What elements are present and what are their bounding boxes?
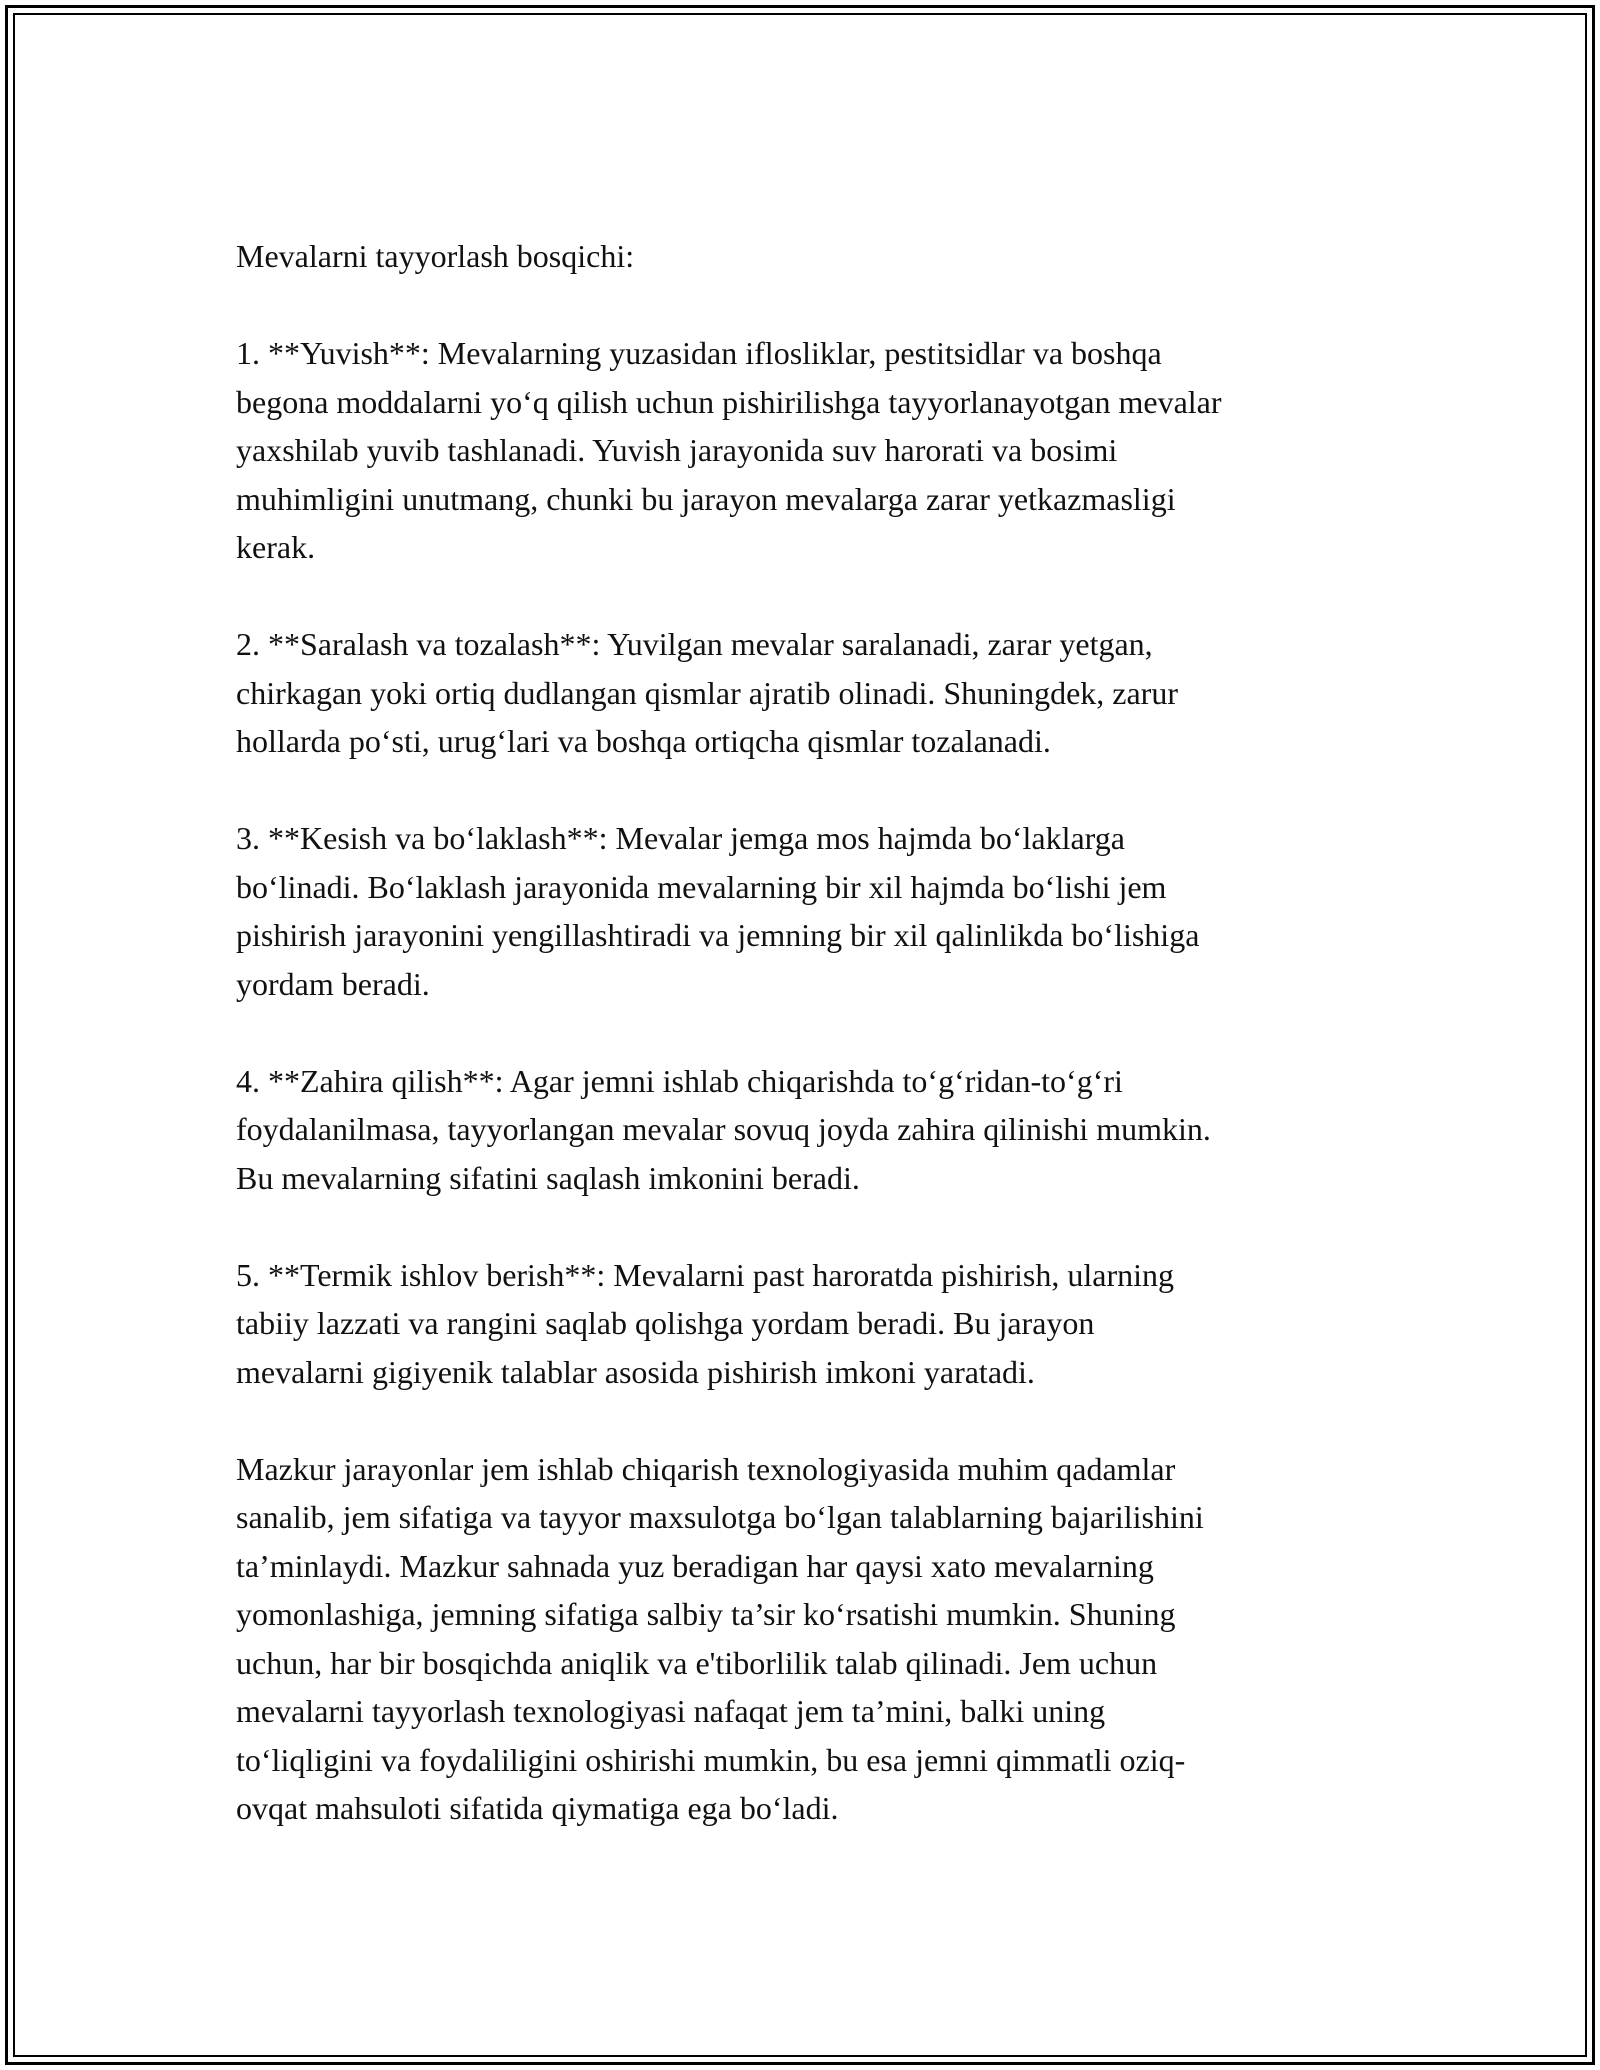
document-body [236,232,1376,1881]
step-washing: 1. **Yuvish**: Mevalarning yuzasidan iflosliklar, pestitsidlar va boshqa begona moddalarni yo‘q qilish uchun pishirilishga tayyorlanayotgan mevalar yaxshilab yuvib tashlanadi. Yuvish jarayonida suv harorati va bosimi muhimligini unutmang, chunki bu jarayon mevalarga zarar yetkazmasligi kerak. [236,335,1222,565]
conclusion-paragraph: Mazkur jarayonlar jem ishlab chiqarish texnologiyasida muhim qadamlar sanalib, jem sifatiga va tayyor maxsulotga bo‘lgan talablarning bajarilishini ta’minlaydi. Mazkur sahnada yuz beradigan har qaysi xato mevalarning yomonlashiga, jemning sifatiga salbiy ta’sir ko‘rsatishi mumkin. Shuning uchun, har bir bosqichda aniqlik va e'tiborlilik talab qilinadi. Jem uchun mevalarni tayyorlash texnologiyasi nafaqat jem ta’mini, balki uning to‘liqligini va foydaliligini oshirishi mumkin, bu esa jemni qimmatli oziq- ovqat mahsuloti sifatida qiymatiga ega bo‘ladi. [236,1450,1204,1826]
step-storage: 4. **Zahira qilish**: Agar jemni ishlab chiqarishda to‘g‘ridan-to‘g‘ri foydalanilmasa, tayyorlangan mevalar sovuq joyda zahira qilinishi mumkin. Bu mevalarning sifatini saqlash imkonini beradi. [236,1062,1211,1196]
document-heading: Mevalarni tayyorlash bosqichi: [236,238,635,274]
step-sorting-cleaning: 2. **Saralash va tozalash**: Yuvilgan mevalar saralanadi, zarar yetgan, chirkagan yoki ortiq dudlangan qismlar ajratib olinadi. Shuningdek, zarur hollarda po‘sti, urug‘lari va boshqa ortiqcha qismlar tozalanadi. [236,626,1178,759]
step-cutting: 3. **Kesish va bo‘laklash**: Mevalar jemga mos hajmda bo‘laklarga bo‘linadi. Bo‘laklash jarayonida mevalarning bir xil hajmda bo‘lishi jem pishirish jarayonini yengillashtiradi va jemning bir xil qalinlikda bo‘lishiga yordam beradi. [236,820,1200,1002]
step-heat-treatment: 5. **Termik ishlov berish**: Mevalarni past haroratda pishirish, ularning tabiiy lazzati va rangini saqlab qolishga yordam beradi. Bu jarayon mevalarni gigiyenik talablar asosida pishirish imkoni yaratadi. [236,1256,1175,1390]
